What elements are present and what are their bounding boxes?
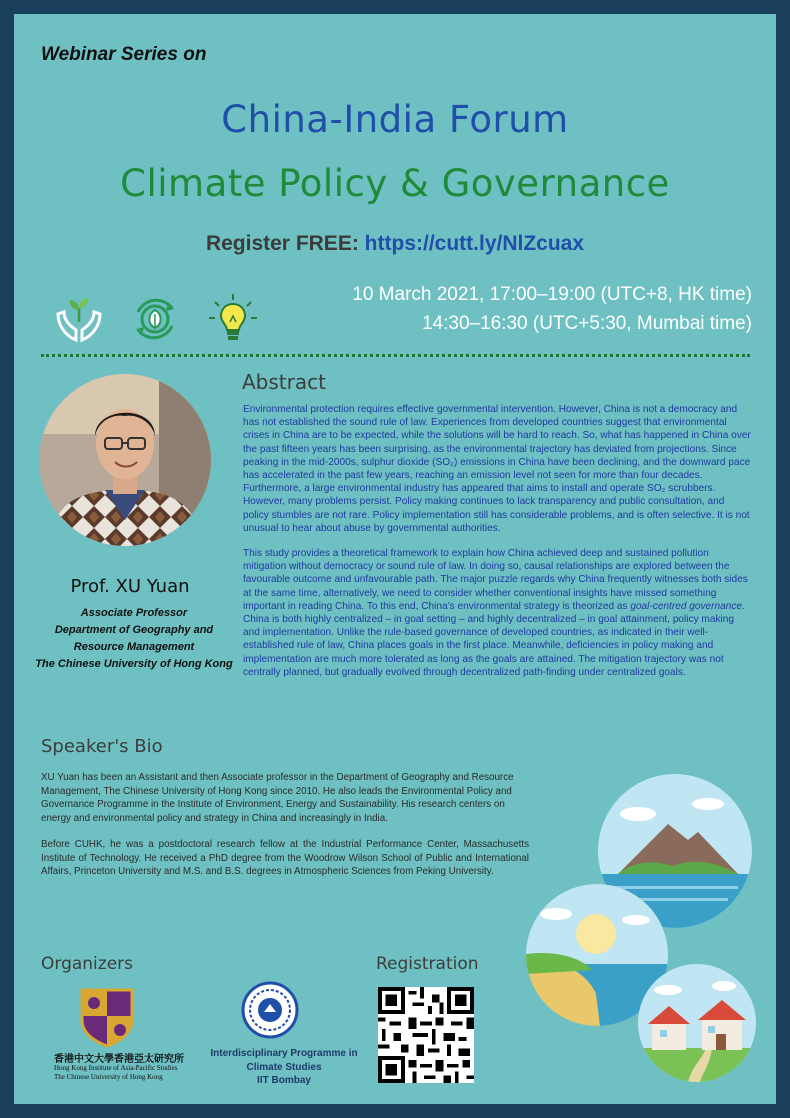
- schedule-hk: 10 March 2021, 17:00–19:00 (UTC+8, HK time): [352, 284, 752, 305]
- lightbulb-icon: [206, 292, 260, 346]
- village-scene-illustration: [638, 964, 756, 1082]
- iit-program-name: [204, 1047, 364, 1088]
- bio-heading: Speaker's Bio: [41, 736, 163, 757]
- bio-body: [41, 771, 529, 892]
- speaker-dept-2: Resource Management: [73, 641, 195, 653]
- abstract-heading: Abstract: [242, 370, 326, 394]
- cuhk-institute-name: Hong Kong Institute of Asia-Pacific Studies: [54, 1064, 178, 1072]
- cuhk-university-name: The Chinese University of Hong Kong: [54, 1073, 163, 1081]
- schedule-mumbai: 14:30–16:30 (UTC+5:30, Mumbai time): [421, 313, 752, 334]
- forum-title: China-India Forum: [221, 98, 569, 141]
- cuhk-crest-logo: [74, 986, 140, 1048]
- iit-line-2: Climate Studies: [246, 1061, 322, 1073]
- bio-paragraph-2: Before CUHK, he was a postdoctoral research fellow at the Industrial Performance Center, Massachusetts Institute of Technology. He received a PhD degree from the Woodrow Wilson School of Public and International Affairs, Princeton University and M.S. and B.S. degrees in Atmospheric Sciences from Peking University.: [41, 839, 529, 877]
- cuhk-chinese-name: 香港中文大學香港亞太研究所: [54, 1054, 184, 1065]
- registration-qr-code[interactable]: [378, 987, 474, 1083]
- speaker-name: Prof. XU Yuan: [70, 576, 190, 597]
- divider: [41, 354, 750, 357]
- speaker-photo: [39, 374, 211, 546]
- recycle-leaf-icon: [128, 292, 182, 346]
- organizers-heading: Organizers: [41, 954, 134, 974]
- registration-heading: Registration: [376, 954, 479, 974]
- abstract-p2-part-b: . China is both highly centralized – in goal setting – and highly decentralized – in goal attainment, policy making and implementation. Unlike the rule-based governance of developed countries, as indicated in their well-established rule of law, China places goals in the first place. Meanwhile, deficiencies in policy making and implementation are much more tolerated as long as the goals are attained. The mitigation trajectory was not centrally planned, but gradually evolved through decentralized path-finding under centralized goals.: [243, 600, 745, 678]
- abstract-body: [243, 403, 751, 691]
- cuhk-english-name: [54, 1064, 214, 1082]
- hands-plant-icon: [52, 292, 106, 346]
- abstract-p2-emphasis: goal-centred governance: [630, 600, 742, 612]
- speaker-dept-1: Department of Geography and: [54, 624, 214, 636]
- abstract-paragraph-1: Environmental protection requires effective governmental intervention. However, China is not a democracy and has not established the sound rule of law. Experiences from developed countries suggest that environmental crises in China are to be expected, while the solutions will be hard to reach. So, what has happened in China over the past fifteen years has been surprising, as the environmental trajectory has deviated from projections. Since peaking in the mid-2000s, sulphur dioxide (SO₂) emissions in China have been declining, and the downward pace has accelerated in the past few years, reaching an emission level not seen for more than four decades. Furthermore, a large environmental industry has appeared that aims to install and operate SO₂ scrubbers. However, many problems persist. Policy making continues to lack transparency and public consultation, and policy stumbles are not rare. Policy implementation still has considerable problems, and is often selective. It is not unusual to hear about abuse by governmental authorities.: [243, 404, 751, 534]
- speaker-title: Associate Professor: [80, 607, 188, 619]
- register-link[interactable]: https://cutt.ly/NlZcuax: [364, 232, 585, 255]
- iit-line-3: IIT Bombay: [257, 1075, 311, 1086]
- register-line: [14, 232, 776, 256]
- series-label: Webinar Series on: [41, 44, 207, 65]
- topic-title: Climate Policy & Governance: [120, 162, 670, 205]
- abstract-p2-part-a: This study provides a theoretical framework to explain how China achieved deep and sustained pollution mitigation without democracy or sound rule of law. In doing so, causal relationships are explored between the favourable outcome and unfavourable path. The major puzzle regards why China frequently witnesses both sides at the same time, alternatively, we need to consider whether conventional insights have missed something important in reading China. To this end, China’s environmental strategy is theorized as: [243, 548, 748, 612]
- register-label: Register FREE:: [205, 232, 359, 255]
- iit-bombay-logo: [240, 980, 300, 1040]
- bio-paragraph-1: XU Yuan has been an Assistant and then Associate professor in the Department of Geography and Resource Management, The Chinese University of Hong Kong since 2010. He also leads the Environmental Policy and Governance Programme in the Institute of Environment, Energy and Sustainability. His research centers on energy and environmental policy and strategy in China and increasingly in India.: [41, 772, 514, 824]
- iit-line-1: Interdisciplinary Programme in: [210, 1048, 358, 1059]
- speaker-university: The Chinese University of Hong Kong: [35, 658, 233, 670]
- abstract-paragraph-2: [243, 547, 751, 679]
- speaker-affiliation: [14, 605, 254, 673]
- poster: [14, 14, 776, 1104]
